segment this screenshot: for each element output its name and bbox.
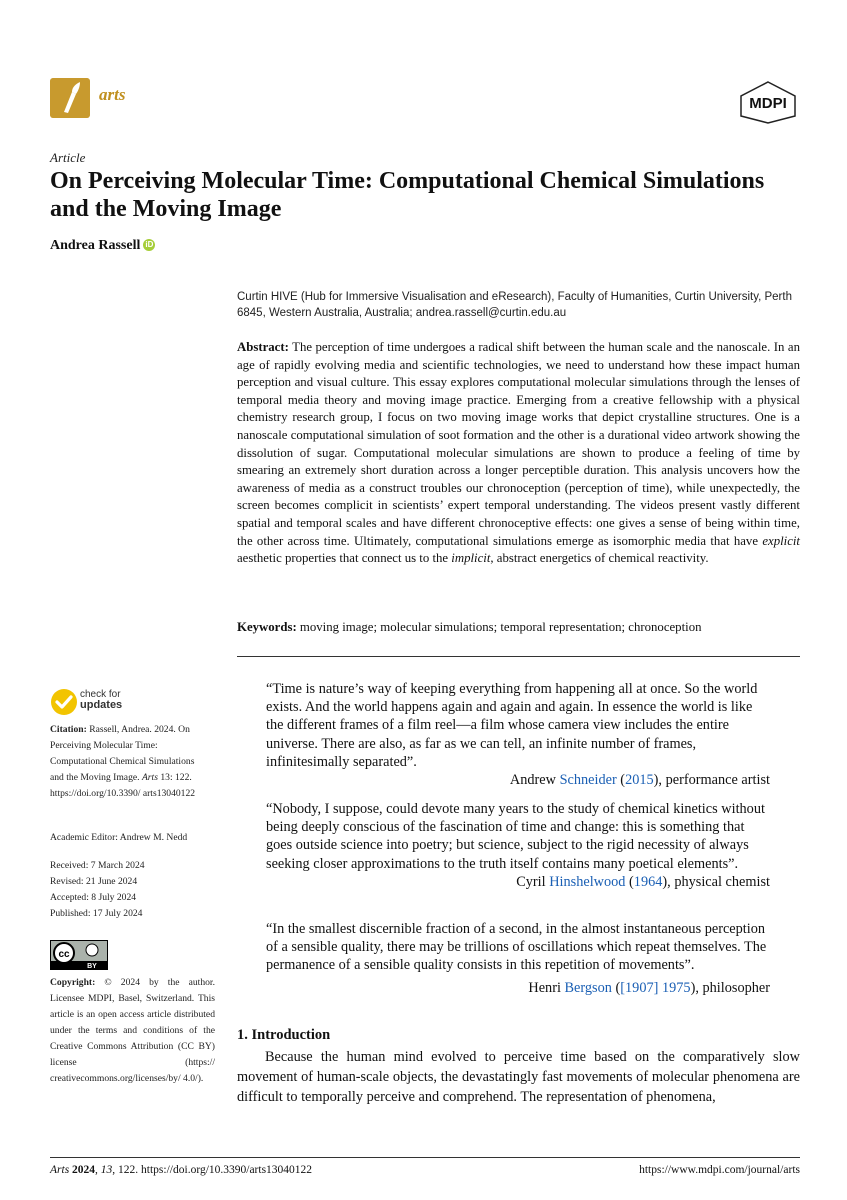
copyright-label: Copyright: xyxy=(50,977,96,988)
abstract-label: Abstract: xyxy=(237,340,289,354)
keywords xyxy=(237,619,800,636)
abstract xyxy=(237,339,800,568)
footer-divider xyxy=(50,1157,800,1158)
check-updates-line2: updates xyxy=(80,699,123,711)
citation-year-link[interactable]: 1964 xyxy=(633,873,663,890)
citation-link[interactable]: Schneider xyxy=(559,772,617,789)
citation-journal: Arts xyxy=(141,772,158,783)
accepted-date: Accepted: 8 July 2024 xyxy=(50,892,137,903)
epigraph-quote-2 xyxy=(266,800,770,891)
quote-attribution: Henri Bergson ([1907] 1975), philosopher xyxy=(528,979,770,996)
keywords-text: moving image; molecular simulations; temporal representation; chronoception xyxy=(299,620,702,634)
citation-doi[interactable]: 13: 122. https://doi.org/10.3390/ arts13040122 xyxy=(50,772,196,799)
quote-text: “Time is nature’s way of keeping everything from happening all at once. So the world exists. And the world happens again and again and again. In essence the world is like the different frames of a film reel—a film whose camera view includes the entire universe. There are also, as far as we can tell, an infinite number of frames, infinitesimally separated”. xyxy=(266,681,758,770)
check-for-updates-button[interactable] xyxy=(50,686,210,720)
mdpi-logo xyxy=(737,80,799,125)
check-updates-line1: check for xyxy=(80,689,121,700)
journal-logo-icon xyxy=(50,78,90,118)
footer-journal: Arts xyxy=(50,1164,70,1176)
abstract-text-2: aesthetic properties that connect us to the xyxy=(237,551,449,566)
quote-author-first: Cyril xyxy=(516,873,546,890)
footer-journal-url[interactable]: https://www.mdpi.com/journal/arts xyxy=(639,1164,800,1176)
quote-author-first: Andrew xyxy=(509,772,556,789)
paper-title: On Perceiving Molecular Time: Computational Chemical Simulations and the Moving Image xyxy=(50,168,765,222)
quote-text: “In the smallest discernible fraction of a second, in the almost instantaneous perception of a sensible quality, there may be trillions of oscillations which repeat themselves. The permanence of a sensible quality consists in this repetition of movements”. xyxy=(266,921,767,974)
epigraph-quote-3 xyxy=(266,920,770,997)
footer-citation: Arts 2024, 13, 122. https://doi.org/10.3390/arts13040122 xyxy=(50,1164,313,1176)
quote-author-role: physical chemist xyxy=(674,873,770,890)
citation-label: Citation: xyxy=(50,724,87,735)
footer-doi[interactable]: , 122. https://doi.org/10.3390/arts13040122 xyxy=(112,1164,313,1176)
footer-volume: 13 xyxy=(100,1164,113,1176)
citation-year-link[interactable]: [1907] 1975 xyxy=(620,979,691,996)
epigraph-quote-1 xyxy=(266,680,770,789)
keywords-label: Keywords: xyxy=(237,620,297,634)
copyright-block xyxy=(50,975,215,1087)
quote-author-role: performance artist xyxy=(665,772,770,789)
abstract-text-1: The perception of time undergoes a radical shift between the human scale and the nanoscale. In an age of rapidly evolving media and scientific technologies, we need to understand how these impact human perception and visual culture. This essay explores computational molecular simulations through the lenses of temporal media theory and moving image practice. Emerging from a creative fellowship with a physical chemistry research group, I focus on two moving image works that depict crystalline structures. One is a nanoscale computational simulation of soot formation and the other is a durational video artwork showing the dissolution of sugar. Computational molecular simulations are shown to produce a feeling of time by smearing an extremely short duration across a longer perceptible duration. This analysis uncovers how the awareness of media as a construct troubles our chronoception (perception of time), while unexpectedly, the screen becomes complicit in scientists’ expert temporal understanding. The videos present vastly different spatial and temporal scales and have different chronoceptive effects: one gives a sense of being within time, the other across time. Ultimately, computational simulations emerge as isomorphic media that have xyxy=(237,340,801,548)
citation-text: Rassell, Andrea. 2024. On Perceiving Molecular Time: Computational Chemical Simulations and the Moving Image. xyxy=(50,724,195,783)
abstract-em-implicit: implicit xyxy=(451,551,491,566)
author-name-text: Andrea Rassell xyxy=(50,238,141,253)
cc-text: cc xyxy=(58,949,70,960)
copyright-text: © 2024 by the author. Licensee MDPI, Basel, Switzerland. This article is an open access article distributed under the terms and conditions of the Creative Commons Attribution (CC BY) license (https:// creativecommons.org/licenses/by/ 4.0/). xyxy=(50,977,215,1084)
by-text: BY xyxy=(87,963,97,970)
citation-link[interactable]: Hinshelwood xyxy=(549,873,626,890)
received-date: Received: 7 March 2024 xyxy=(50,860,145,871)
citation-year-link[interactable]: 2015 xyxy=(625,772,654,789)
abstract-em-explicit: explicit xyxy=(762,533,800,548)
section-divider xyxy=(237,656,800,657)
revised-date: Revised: 21 June 2024 xyxy=(50,876,138,887)
abstract-text-3: , abstract energetics of chemical reactivity. xyxy=(490,551,709,566)
author-name xyxy=(50,238,155,254)
quote-author-first: Henri xyxy=(528,979,561,996)
quote-attribution: Cyril Hinshelwood (1964), physical chemist xyxy=(516,873,770,890)
orcid-icon[interactable]: iD xyxy=(145,240,154,249)
mdpi-logo-text: MDPI xyxy=(749,95,787,112)
citation-block xyxy=(50,722,210,802)
dates-block xyxy=(50,858,215,922)
check-updates-icon xyxy=(50,688,78,716)
quote-attribution: Andrew Schneider (2015), performance artist xyxy=(509,772,770,789)
quote-author-role: philosopher xyxy=(702,979,770,996)
article-type: Article xyxy=(50,150,86,165)
academic-editor: Academic Editor: Andrew M. Nedd xyxy=(50,832,188,843)
introduction-paragraph: Because the human mind evolved to perceive time based on the comparatively slow movement of human-scale objects, the devastatingly fast movements of molecular phenomena are difficult to temporally perceive and comprehend. The representation of phenomena, xyxy=(237,1049,800,1105)
published-date: Published: 17 July 2024 xyxy=(50,908,143,919)
affiliation: Curtin HIVE (Hub for Immersive Visualisation and eResearch), Faculty of Humanities, Curtin University, Perth 6845, Western Australia, Australia; andrea.rassell@curtin.edu.au xyxy=(237,291,792,319)
footer-year: 2024 xyxy=(72,1164,96,1176)
citation-link[interactable]: Bergson xyxy=(564,979,612,996)
quote-text: “Nobody, I suppose, could devote many years to the study of chemical kinetics without being deeply conscious of the fascination of time and change: this is something that goes outside science into poetry; but science, subject to the rigid necessity of always seeking closer approximations to the truth itself contains many poetical elements”. xyxy=(266,801,765,872)
section-heading-introduction: 1. Introduction xyxy=(237,1027,331,1043)
cc-by-license-badge[interactable] xyxy=(50,940,108,970)
journal-name: arts xyxy=(99,85,126,104)
